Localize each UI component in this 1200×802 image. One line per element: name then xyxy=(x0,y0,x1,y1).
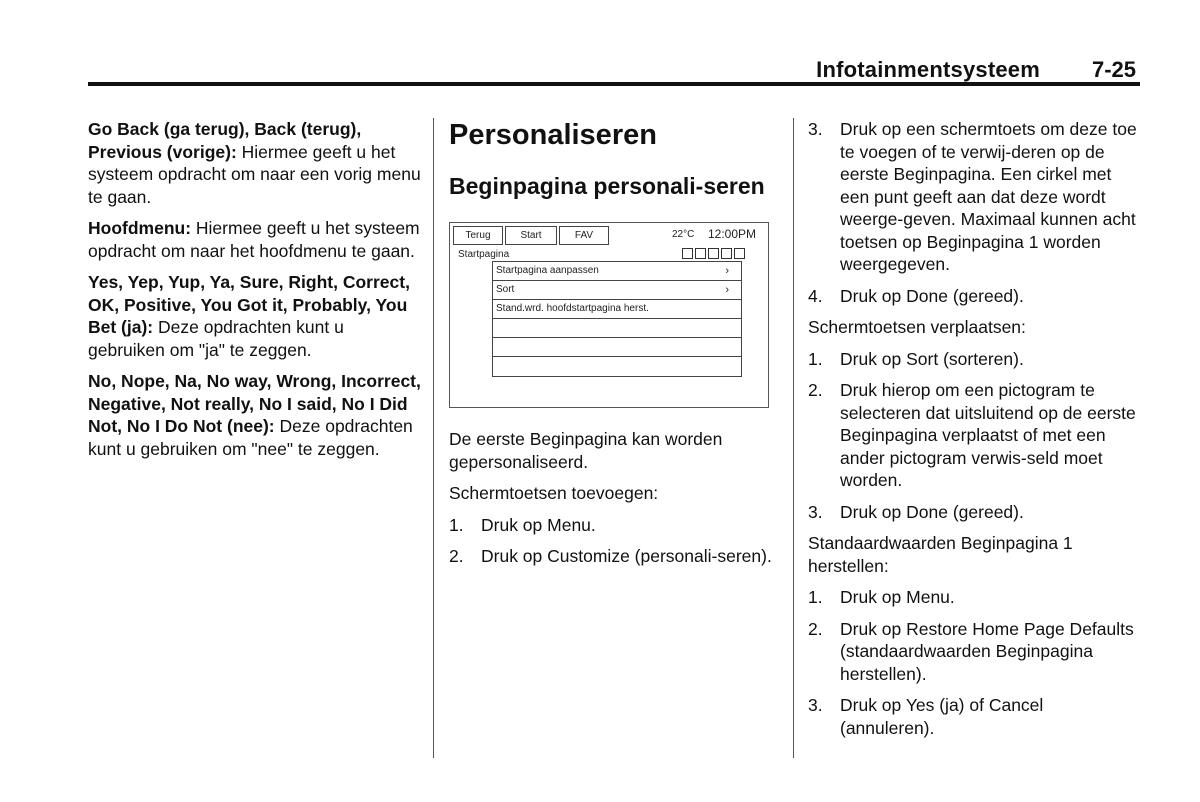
status-icon xyxy=(695,248,706,259)
header-rule xyxy=(88,82,1140,86)
procedure-label: Schermtoetsen verplaatsen: xyxy=(808,317,1026,337)
procedure-label: Standaardwaarden Beginpagina 1 herstellen: xyxy=(808,533,1073,576)
command-definition xyxy=(88,370,422,460)
command-term: Go Back (ga terug), Back (terug), Previous (vorige): xyxy=(88,119,362,162)
step-item: 1. Druk op Sort (sorteren). xyxy=(808,348,1024,369)
command-text: Hiermee geeft u het systeem opdracht om naar een vorig menu te gaan. xyxy=(88,141,421,207)
command-term: Hoofdmenu: xyxy=(88,218,192,238)
step-item: 2. Druk op Customize (personali-seren). xyxy=(449,546,772,566)
chevron-right-icon: › xyxy=(725,265,729,277)
screen-temperature: 22°C xyxy=(672,229,695,240)
sub-heading: Beginpagina personali-seren xyxy=(449,173,765,199)
screen-illustration xyxy=(449,222,769,408)
status-icon xyxy=(734,248,745,259)
column-3 xyxy=(808,118,1142,748)
command-term: Yes, Yep, Yup, Ya, Sure, Right, Correct, OK, Positive, You Got it, Probably, You Bet (ja): xyxy=(88,272,410,337)
procedure-label: Schermtoetsen toevoegen: xyxy=(449,483,659,503)
command-text: Deze opdrachten kunt u gebruiken om "ja" te zeggen. xyxy=(88,317,344,360)
screen-menu-list xyxy=(492,261,742,377)
step-item: 3. Druk op Done (gereed). xyxy=(808,501,1024,522)
step-item: 1. Druk op Menu. xyxy=(808,587,955,607)
chevron-right-icon: › xyxy=(725,284,729,296)
intro-text: De eerste Beginpagina kan worden gepersonaliseerd. xyxy=(449,429,723,472)
screen-menu-row: Sort › xyxy=(493,281,741,300)
screen-tab-back: Terug xyxy=(453,226,503,245)
screen-title: Startpagina xyxy=(458,249,510,260)
step-item: 2. Druk hierop om een pictogram te selecteren dat uitsluitend op de eerste Beginpagina verplaatst of met een ander pictogram verwis-seld moet worden. xyxy=(808,380,1136,490)
screen-tab-start: Start xyxy=(505,226,557,245)
screen-menu-row xyxy=(493,357,741,376)
command-definition xyxy=(88,271,422,361)
screen-menu-row: Startpagina aanpassen › xyxy=(493,262,741,281)
column-2 xyxy=(449,118,781,577)
phone-icon xyxy=(721,248,732,259)
speaker-icon xyxy=(708,248,719,259)
status-icon xyxy=(682,248,693,259)
column-divider xyxy=(433,118,434,758)
command-text: Hiermee geeft u het systeem opdracht om naar het hoofdmenu te gaan. xyxy=(88,218,420,261)
step-item: 2. Druk op Restore Home Page Defaults (standaardwaarden Beginpagina herstellen). xyxy=(808,618,1134,684)
page-number: 7-25 xyxy=(1091,57,1136,82)
main-heading: Personaliseren xyxy=(449,119,657,151)
screen-menu-row xyxy=(493,319,741,338)
screen-menu-row: Stand.wrd. hoofdstartpagina herst. xyxy=(493,300,741,319)
screen-tab-fav: FAV xyxy=(559,226,609,245)
section-title: Infotainmentsysteem xyxy=(816,57,1040,82)
step-item: 4. Druk op Done (gereed). xyxy=(808,285,1024,306)
column-divider xyxy=(793,118,794,758)
step-item: 3. Druk op Yes (ja) of Cancel (annuleren). xyxy=(808,695,1044,738)
command-text: Deze opdrachten kunt u gebruiken om "nee" te zeggen. xyxy=(88,416,413,459)
page-header xyxy=(88,52,1140,84)
command-definition xyxy=(88,118,422,208)
column-1 xyxy=(88,118,422,469)
screen-clock: 12:00PM xyxy=(708,227,757,241)
screen-menu-row xyxy=(493,338,741,357)
step-item: 1. Druk op Menu. xyxy=(449,514,596,535)
step-item: 3. Druk op een schermtoets om deze toe te voegen of te verwij-deren op de eerste Beginpagina. Een cirkel met een punt geeft aan dat deze wordt weerge-geven. Maximaal kunnen acht toetsen op Beginpagina 1 worden weergegeven. xyxy=(808,119,1137,274)
screen-status-icons xyxy=(682,248,747,260)
command-term: No, Nope, Na, No way, Wrong, Incorrect, Negative, Not really, No I said, No I Did Not, No I Do Not (nee): xyxy=(88,371,421,436)
command-definition xyxy=(88,217,422,262)
